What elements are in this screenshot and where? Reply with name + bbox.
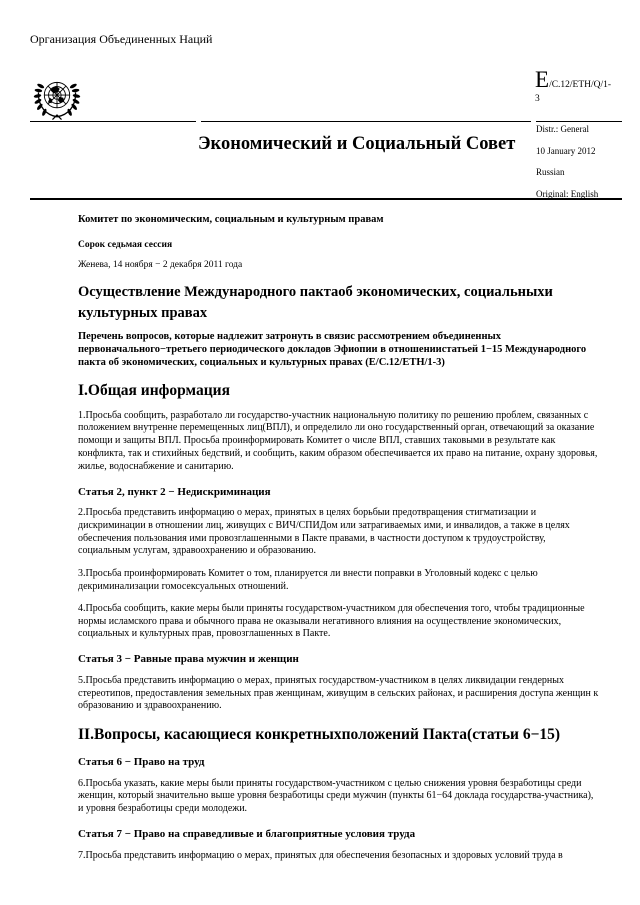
header-rule-left <box>30 121 196 122</box>
distribution-label: Distr.: General <box>536 124 589 134</box>
document-symbol-series: E <box>535 67 550 92</box>
article-heading-2: Статья 2, пункт 2 − Недискриминация <box>78 485 271 498</box>
article-heading-6: Статья 6 − Право на труд <box>78 756 205 769</box>
document-body <box>78 206 599 862</box>
document-symbol-number-wrap: 3 <box>535 94 540 105</box>
article-heading-3: Статья 3 − Равные права мужчин и женщин <box>78 653 299 666</box>
document-subtitle: Перечень вопросов, которые надлежит затронуть в связис рассмотрением объединенных первоначального−третьего периодического докладов Эфиопии в отношениистатьей 1−15 Международного пакта об экономических, социальных и культурных правах (E/C.12/ETH/1-3) <box>78 331 587 369</box>
header-divider <box>30 198 622 200</box>
council-title: Экономический и Социальный Совет <box>198 134 516 154</box>
paragraph-4: 4.Просьба сообщить, какие меры были приняты государством-участником для обеспечения того, чтобы традиционные нормы исламского права и обычного права не оказывали негативного влияния на осуществление экономических, социальных и культурных прав, провозглашенных в Пакте. <box>78 602 585 640</box>
session-number: Сорок седьмая сессия <box>78 240 173 250</box>
document-symbol-number: /C.12/ETH/Q/1- <box>549 80 612 90</box>
document-symbol <box>535 68 623 107</box>
session-venue-dates: Женева, 14 ноября − 2 декабря 2011 года <box>78 260 243 270</box>
paragraph-5: 5.Просьба представить информацию о мерах, принятых государством-участником в целях ликвидации гендерных стереотипов, предоставления земельных прав женщинам, живущим в сельских районах, и расширения доступа женщин к образованию и здравоохранению. <box>78 674 599 712</box>
section-heading-1: I.Общая информация <box>78 382 230 400</box>
section-heading-2: II.Вопросы, касающиеся конкретныхположений Пакта(статьи 6−15) <box>78 726 561 744</box>
header-rule-right <box>536 121 622 122</box>
paragraph-3: 3.Просьба проинформировать Комитет о том, планируется ли внести поправки в Уголовный кодекс с целью декриминализации гомосексуальных отношений. <box>78 567 538 592</box>
committee-name: Комитет по экономическим, социальным и культурным правам <box>78 214 384 225</box>
document-language: Russian <box>536 167 565 177</box>
paragraph-1: 1.Просьба сообщить, разработало ли государство-участник национальную политику по решению проблем, связанных с положением внутренне перемещенных лиц(ВПЛ), и определило ли оно государственный орган, отвечающий за оказание помощи и защиты ВПЛ. Просьба проинформировать Комитет о числе ВПЛ, ставших таковыми в результате как конфликта, так и стихийных бедствий, и сообщить, каким образом обеспечивается их право на питание, охрану здоровья, жилье, водоснабжение и санитарию. <box>78 409 598 472</box>
document-title: Осуществление Международного пактаоб экономических, социальныхи культурных правах <box>78 284 553 322</box>
document-date: 10 January 2012 <box>536 145 596 156</box>
header-rule-middle <box>201 121 531 122</box>
paragraph-2: 2.Просьба представить информацию о мерах, принятых в целях борьбыи предотвращения стигматизации и дискриминации в отношении лиц, живущих с ВИЧ/СПИДом или затрагиваемых ими, и инвалидов, а также в целях обеспечения пользования ими провозглашенными в Пакте правами, в частности доступом к трудоустройству, социальным услугам, здравоохранению и образованию. <box>78 507 570 557</box>
org-name: Организация Объединенных Наций <box>30 32 213 46</box>
original-language: Original: English <box>536 188 599 199</box>
paragraph-7: 7.Просьба представить информацию о мерах, принятых для обеспечения безопасных и здоровых условий труда в <box>78 849 563 861</box>
article-heading-7: Статья 7 − Право на справедливые и благоприятные условия труда <box>78 828 416 841</box>
paragraph-6: 6.Просьба указать, какие меры были приняты государством-участником с целью снижения уровня безработицы среди женщин, который значительно выше уровня безработицы среди мужчин (пункты 61−64 доклада государства-участника), и уровня безработицы среди молодежи. <box>78 777 594 815</box>
